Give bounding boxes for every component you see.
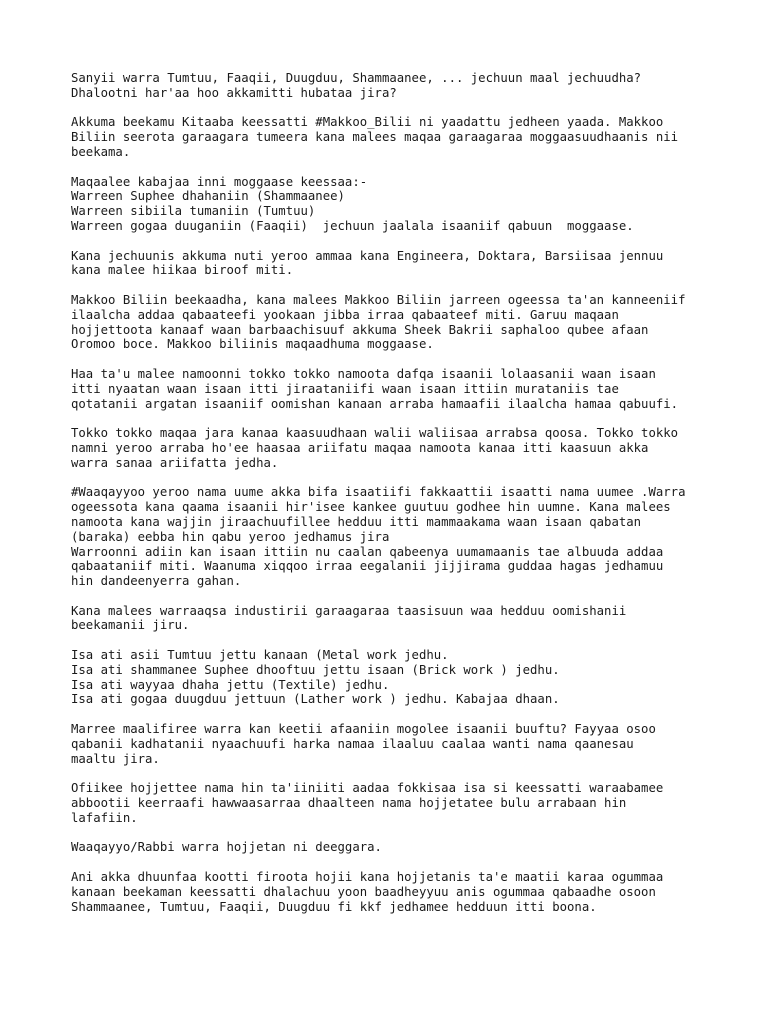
text-line: Isa ati asii Tumtuu jettu kanaan (Metal work jedhu. <box>71 648 449 663</box>
text-line: Biliin seerota garaagara tumeera kana malees maqaa garaagaraa moggaasuudhaanis nii <box>71 130 679 145</box>
paragraph <box>71 249 731 279</box>
paragraph <box>71 115 731 159</box>
text-line: itti nyaatan waan isaan itti jiraataniifi waan isaan ittiin murataniis tae <box>71 381 619 396</box>
text-line: Warroonni adiin kan isaan ittiin nu caalan qabeenya uumamaanis tae albuuda addaa <box>71 544 664 559</box>
text-line: ogeessota kana qaama isaanii hir'isee kankee guutuu godhee hin uumne. Kana malees <box>71 500 671 515</box>
text-line: Dhalootni har'aa hoo akkamitti hubataa jira? <box>71 85 397 100</box>
text-line: Waaqayyo/Rabbi warra hojjetan ni deeggara. <box>71 840 382 855</box>
text-line: Tokko tokko maqaa jara kanaa kaasuudhaan walii waliisaa arrabsa qoosa. Tokko tokko <box>71 426 679 441</box>
text-line: qabanii kadhatanii nyaachuufi harka namaa ilaaluu caalaa wanti nama qaanesau <box>71 736 634 751</box>
text-line: Warreen Suphee dhahaniin (Shammaanee) <box>71 189 345 204</box>
text-line: hojjettoota kanaaf waan barbaachisuuf akkuma Sheek Bakrii saphaloo qubee afaan <box>71 322 649 337</box>
text-line: kanaan beekaman keessatti dhalachuu yoon baadheyyuu anis ogummaa qabaadhe osoon <box>71 884 656 899</box>
text-line: Maqaalee kabajaa inni moggaase keessaa:- <box>71 174 368 189</box>
text-line: Oromoo boce. Makkoo biliinis maqaadhuma moggaase. <box>71 337 434 352</box>
text-line: hin dandeenyerra gahan. <box>71 574 242 589</box>
text-line: abbootii keerraafi hawwaasarraa dhaalteen nama hojjetatee bulu arrabaan hin <box>71 796 627 811</box>
text-line: qotatanii argatan isaaniif oomishan kanaan arraba hamaafii ilaalcha hamaa qabuufi. <box>71 396 679 411</box>
paragraph <box>71 71 731 101</box>
text-line: Kana jechuunis akkuma nuti yeroo ammaa kana Engineera, Doktara, Barsiisaa jennuu <box>71 248 664 263</box>
paragraph <box>71 722 731 766</box>
text-line: Shammaanee, Tumtuu, Faaqii, Duugduu fi kkf jedhamee hedduun itti boona. <box>71 899 597 914</box>
text-line: Makkoo Biliin beekaadha, kana malees Makkoo Biliin jarreen ogeessa ta'an kanneeniif <box>71 292 686 307</box>
paragraph <box>71 840 731 855</box>
paragraph <box>71 293 731 352</box>
text-line: Ani akka dhuunfaa kootti firoota hojii kana hojjetanis ta'e maatii karaa ogummaa <box>71 870 664 885</box>
text-line: qabaataniif miti. Waanuma xiqqoo irraa eegalanii jijjirama guddaa hagas jedhamuu <box>71 559 664 574</box>
text-line: lafafiin. <box>71 810 138 825</box>
text-line: Warreen gogaa duuganiin (Faaqii) jechuun jaalala isaaniif qabuun moggaase. <box>71 218 634 233</box>
text-line: namni yeroo arraba ho'ee haasaa ariifatu maqaa namoota kanaa itti kaasuun akka <box>71 440 649 455</box>
text-line: Haa ta'u malee namoonni tokko tokko namoota dafqa isaanii lolaasanii waan isaan <box>71 366 656 381</box>
text-line: ilaalcha addaa qabaateefi yookaan jibba irraa qabaateef miti. Garuu maqaan <box>71 307 619 322</box>
text-line: Marree maalifiree warra kan keetii afaaniin mogolee isaanii buuftu? Fayyaa osoo <box>71 722 656 737</box>
paragraph <box>71 485 731 589</box>
text-line: maaltu jira. <box>71 751 160 766</box>
text-line: Isa ati wayyaa dhaha jettu (Textile) jedhu. <box>71 677 390 692</box>
text-line: (baraka) eebba hin qabu yeroo jedhamus jira <box>71 529 390 544</box>
text-line: Sanyii warra Tumtuu, Faaqii, Duugduu, Shammaanee, ... jechuun maal jechuudha? <box>71 71 642 85</box>
paragraph <box>71 648 731 707</box>
text-line: Isa ati shammanee Suphee dhooftuu jettu isaan (Brick work ) jedhu. <box>71 662 560 677</box>
text-line: warra sanaa ariifatta jedha. <box>71 455 279 470</box>
text-line: Warreen sibiila tumaniin (Tumtuu) <box>71 204 316 219</box>
paragraph <box>71 426 731 470</box>
paragraph <box>71 604 731 634</box>
text-line: #Waaqayyoo yeroo nama uume akka bifa isaatiifi fakkaattii isaatti nama uumee .Warra <box>71 485 686 500</box>
text-line: kana malee hiikaa biroof miti. <box>71 263 294 278</box>
text-line: beekamanii jiru. <box>71 618 190 633</box>
text-line: Kana malees warraaqsa industirii garaagaraa taasisuun waa hedduu oomishanii <box>71 603 627 618</box>
text-line: namoota kana wajjin jiraachuufillee hedduu itti mammaakama waan isaan qabatan <box>71 514 642 529</box>
text-line: Ofiikee hojjettee nama hin ta'iiniiti aadaa fokkisaa isa si keessatti waraabamee <box>71 781 664 796</box>
text-line: Akkuma beekamu Kitaaba keessatti #Makkoo_Bilii ni yaadattu jedheen yaada. Makkoo <box>71 115 664 130</box>
document-page <box>71 71 731 929</box>
text-line: Isa ati gogaa duugduu jettuun (Lather work ) jedhu. Kabajaa dhaan. <box>71 692 560 707</box>
paragraph <box>71 175 731 234</box>
paragraph <box>71 367 731 411</box>
paragraph <box>71 870 731 914</box>
text-line: beekama. <box>71 144 131 159</box>
paragraph <box>71 781 731 825</box>
